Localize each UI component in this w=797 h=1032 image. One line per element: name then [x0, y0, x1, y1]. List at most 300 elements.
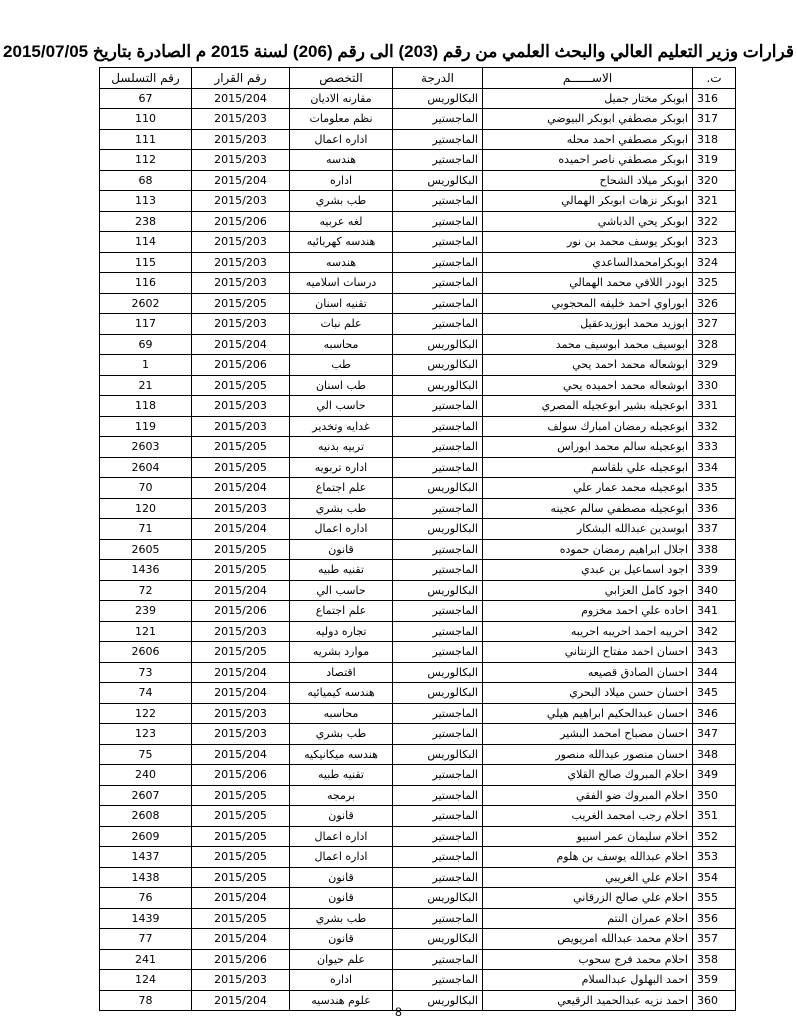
cell-serial: 114 [100, 232, 192, 253]
cell-name: ابوعجيله سالم محمد ابوراس [483, 437, 693, 458]
cell-no: 325 [693, 273, 736, 294]
cell-no: 358 [693, 949, 736, 970]
cell-serial: 122 [100, 703, 192, 724]
table-row [100, 211, 736, 232]
cell-degree: الماجستير [393, 129, 483, 150]
cell-decision: 2015/204 [192, 990, 290, 1011]
cell-name: احلام علي الغريبي [483, 867, 693, 888]
cell-name: احلام سليمان عمر اسبيو [483, 826, 693, 847]
cell-decision: 2015/205 [192, 437, 290, 458]
cell-no: 328 [693, 334, 736, 355]
cell-no: 354 [693, 867, 736, 888]
cell-specialty: اداره اعمال [290, 519, 393, 540]
cell-serial: 119 [100, 416, 192, 437]
cell-name: احسان حسن ميلاد البحري [483, 683, 693, 704]
cell-degree: الماجستير [393, 273, 483, 294]
cell-degree: الماجستير [393, 806, 483, 827]
cell-no: 317 [693, 109, 736, 130]
cell-serial: 68 [100, 170, 192, 191]
cell-specialty: حاسب الي [290, 396, 393, 417]
table-row [100, 375, 736, 396]
cell-specialty: قانون [290, 806, 393, 827]
cell-name: احلام المبروك صالح القلاي [483, 765, 693, 786]
cell-no: 339 [693, 560, 736, 581]
cell-specialty: محاسبه [290, 703, 393, 724]
cell-name: ابوشعاله محمد احمد يحي [483, 355, 693, 376]
cell-specialty: قانون [290, 888, 393, 909]
cell-degree: الماجستير [393, 396, 483, 417]
cell-degree: البكالوريس [393, 888, 483, 909]
cell-degree: الماجستير [393, 826, 483, 847]
table-row [100, 519, 736, 540]
cell-no: 321 [693, 191, 736, 212]
cell-serial: 77 [100, 929, 192, 950]
cell-serial: 111 [100, 129, 192, 150]
cell-serial: 70 [100, 478, 192, 499]
cell-no: 350 [693, 785, 736, 806]
cell-specialty: طب [290, 355, 393, 376]
cell-decision: 2015/204 [192, 888, 290, 909]
cell-no: 357 [693, 929, 736, 950]
cell-name: احلام علي صالح الزرقاني [483, 888, 693, 909]
cell-degree: الماجستير [393, 252, 483, 273]
table-row [100, 765, 736, 786]
cell-name: اجود اسماعيل بن عبدي [483, 560, 693, 581]
cell-decision: 2015/205 [192, 785, 290, 806]
header-serial: رقم التسلسل [100, 68, 192, 89]
cell-no: 320 [693, 170, 736, 191]
table-row [100, 621, 736, 642]
cell-serial: 118 [100, 396, 192, 417]
cell-decision: 2015/203 [192, 191, 290, 212]
cell-serial: 1436 [100, 560, 192, 581]
cell-degree: الماجستير [393, 765, 483, 786]
cell-specialty: قانون [290, 929, 393, 950]
cell-serial: 75 [100, 744, 192, 765]
cell-specialty: تقنيه اسنان [290, 293, 393, 314]
cell-degree: البكالوريس [393, 580, 483, 601]
cell-degree: البكالوريس [393, 478, 483, 499]
cell-name: احمد البهلول عبدالسلام [483, 970, 693, 991]
cell-specialty: اداره [290, 970, 393, 991]
table-row [100, 252, 736, 273]
document-title: قرارات وزير التعليم العالي والبحث العلمي من رقم (203) الى رقم (206) لسنة 2015 م الصادرة بتاريخ 2015/07/05 [3, 42, 794, 61]
cell-decision: 2015/204 [192, 88, 290, 109]
table-row [100, 826, 736, 847]
cell-degree: البكالوريس [393, 929, 483, 950]
cell-serial: 21 [100, 375, 192, 396]
cell-degree: الماجستير [393, 949, 483, 970]
cell-degree: البكالوريس [393, 334, 483, 355]
cell-degree: البكالوريس [393, 519, 483, 540]
table-row [100, 724, 736, 745]
cell-decision: 2015/206 [192, 355, 290, 376]
cell-name: احسان مصباح امحمد البشير [483, 724, 693, 745]
cell-degree: الماجستير [393, 314, 483, 335]
cell-name: ابوزيد محمد ابوزيدعقيل [483, 314, 693, 335]
cell-name: احمد نزيه عبدالحميد الرقيعي [483, 990, 693, 1011]
cell-specialty: محاسبه [290, 334, 393, 355]
cell-decision: 2015/203 [192, 724, 290, 745]
cell-degree: الماجستير [393, 560, 483, 581]
cell-serial: 76 [100, 888, 192, 909]
cell-decision: 2015/204 [192, 334, 290, 355]
table-row [100, 314, 736, 335]
cell-specialty: اداره اعمال [290, 129, 393, 150]
cell-degree: البكالوريس [393, 990, 483, 1011]
cell-degree: الماجستير [393, 457, 483, 478]
cell-serial: 239 [100, 601, 192, 622]
cell-decision: 2015/203 [192, 416, 290, 437]
cell-name: ابوبكر ميلاد الشحاح [483, 170, 693, 191]
table-row [100, 334, 736, 355]
table-row [100, 539, 736, 560]
cell-no: 344 [693, 662, 736, 683]
cell-serial: 2608 [100, 806, 192, 827]
cell-no: 332 [693, 416, 736, 437]
cell-degree: الماجستير [393, 416, 483, 437]
cell-specialty: غدايه وتخدير [290, 416, 393, 437]
cell-no: 329 [693, 355, 736, 376]
cell-decision: 2015/204 [192, 929, 290, 950]
cell-degree: البكالوريس [393, 170, 483, 191]
cell-specialty: اداره تربويه [290, 457, 393, 478]
cell-serial: 71 [100, 519, 192, 540]
table-row [100, 785, 736, 806]
table-row [100, 662, 736, 683]
cell-no: 347 [693, 724, 736, 745]
cell-name: ابودر اللافي محمد الهمالي [483, 273, 693, 294]
cell-name: ابوبكر نزهات ابوبكر الهمالي [483, 191, 693, 212]
cell-specialty: هندسه كيميائيه [290, 683, 393, 704]
cell-degree: الماجستير [393, 191, 483, 212]
cell-serial: 241 [100, 949, 192, 970]
cell-no: 351 [693, 806, 736, 827]
cell-serial: 124 [100, 970, 192, 991]
cell-decision: 2015/205 [192, 293, 290, 314]
table-row [100, 396, 736, 417]
cell-degree: الماجستير [393, 908, 483, 929]
cell-specialty: تقنيه طبيه [290, 560, 393, 581]
cell-no: 352 [693, 826, 736, 847]
table-row [100, 129, 736, 150]
cell-degree: الماجستير [393, 621, 483, 642]
cell-name: ابوبكرامحمدالساعدي [483, 252, 693, 273]
cell-specialty: اداره اعمال [290, 826, 393, 847]
cell-no: 324 [693, 252, 736, 273]
cell-name: احاده علي احمد مخزوم [483, 601, 693, 622]
header-name: الاســــــم [483, 68, 693, 89]
cell-name: احلام محمد عبدالله امريويص [483, 929, 693, 950]
table-row [100, 580, 736, 601]
cell-name: ابوعجيله رمضان امبارك سولف [483, 416, 693, 437]
cell-serial: 2607 [100, 785, 192, 806]
cell-specialty: هندسه كهربائيه [290, 232, 393, 253]
table-row [100, 109, 736, 130]
header-decision: رقم القرار [192, 68, 290, 89]
cell-no: 318 [693, 129, 736, 150]
cell-specialty: قانون [290, 867, 393, 888]
table-row [100, 232, 736, 253]
cell-decision: 2015/204 [192, 478, 290, 499]
cell-serial: 238 [100, 211, 192, 232]
cell-decision: 2015/203 [192, 621, 290, 642]
cell-serial: 120 [100, 498, 192, 519]
table-row [100, 806, 736, 827]
cell-serial: 74 [100, 683, 192, 704]
table-row [100, 744, 736, 765]
table-row [100, 88, 736, 109]
cell-no: 331 [693, 396, 736, 417]
cell-name: احلام المبروك ضو الفقي [483, 785, 693, 806]
cell-degree: الماجستير [393, 293, 483, 314]
cell-no: 355 [693, 888, 736, 909]
cell-degree: الماجستير [393, 703, 483, 724]
cell-no: 337 [693, 519, 736, 540]
cell-serial: 1437 [100, 847, 192, 868]
table-row [100, 457, 736, 478]
cell-no: 343 [693, 642, 736, 663]
cell-decision: 2015/203 [192, 314, 290, 335]
cell-decision: 2015/203 [192, 252, 290, 273]
cell-serial: 117 [100, 314, 192, 335]
table-row [100, 150, 736, 171]
cell-name: اجلال ابراهيم رمضان حموده [483, 539, 693, 560]
cell-specialty: علم اجتماع [290, 601, 393, 622]
cell-specialty: تقنيه طبيه [290, 765, 393, 786]
cell-decision: 2015/205 [192, 806, 290, 827]
cell-name: ابوراوي احمد خليفه المحجوبي [483, 293, 693, 314]
cell-specialty: طب اسنان [290, 375, 393, 396]
cell-specialty: طب بشري [290, 724, 393, 745]
cell-degree: الماجستير [393, 642, 483, 663]
cell-serial: 67 [100, 88, 192, 109]
cell-specialty: علم اجتماع [290, 478, 393, 499]
cell-specialty: اقتصاد [290, 662, 393, 683]
cell-decision: 2015/204 [192, 519, 290, 540]
cell-decision: 2015/204 [192, 683, 290, 704]
cell-degree: البكالوريس [393, 744, 483, 765]
cell-degree: الماجستير [393, 867, 483, 888]
cell-specialty: قانون [290, 539, 393, 560]
cell-name: ابوبكر مصطفي ناصر احميده [483, 150, 693, 171]
cell-name: احلام محمد فرج سحوب [483, 949, 693, 970]
table-header-row [100, 68, 736, 89]
cell-name: احريبه احمد احريبه احريبه [483, 621, 693, 642]
cell-specialty: علوم هندسيه [290, 990, 393, 1011]
cell-no: 335 [693, 478, 736, 499]
cell-degree: الماجستير [393, 211, 483, 232]
cell-degree: الماجستير [393, 601, 483, 622]
cell-specialty: حاسب الي [290, 580, 393, 601]
cell-name: ابوبكر يوسف محمد بن نور [483, 232, 693, 253]
cell-serial: 69 [100, 334, 192, 355]
cell-serial: 2606 [100, 642, 192, 663]
cell-serial: 1438 [100, 867, 192, 888]
cell-no: 319 [693, 150, 736, 171]
cell-decision: 2015/203 [192, 232, 290, 253]
cell-specialty: تجاره دوليه [290, 621, 393, 642]
cell-name: ابوبكر مصطفي احمد محله [483, 129, 693, 150]
cell-decision: 2015/205 [192, 847, 290, 868]
cell-serial: 116 [100, 273, 192, 294]
cell-decision: 2015/206 [192, 765, 290, 786]
cell-degree: الماجستير [393, 970, 483, 991]
cell-no: 340 [693, 580, 736, 601]
cell-specialty: موارد بشريه [290, 642, 393, 663]
cell-no: 341 [693, 601, 736, 622]
cell-serial: 115 [100, 252, 192, 273]
cell-no: 346 [693, 703, 736, 724]
graduates-table [99, 67, 736, 1011]
table-row [100, 888, 736, 909]
cell-name: ابوعجيله علي بلقاسم [483, 457, 693, 478]
cell-decision: 2015/204 [192, 744, 290, 765]
cell-specialty: طب بشري [290, 498, 393, 519]
table-row [100, 949, 736, 970]
cell-decision: 2015/204 [192, 580, 290, 601]
table-row [100, 273, 736, 294]
cell-serial: 2604 [100, 457, 192, 478]
cell-serial: 2603 [100, 437, 192, 458]
cell-no: 330 [693, 375, 736, 396]
cell-specialty: اداره [290, 170, 393, 191]
cell-decision: 2015/203 [192, 109, 290, 130]
table-row [100, 437, 736, 458]
table-row [100, 683, 736, 704]
cell-name: اجود كامل العزابي [483, 580, 693, 601]
cell-decision: 2015/205 [192, 457, 290, 478]
cell-degree: البكالوريس [393, 662, 483, 683]
cell-name: ابوبكر يحي الدباشي [483, 211, 693, 232]
cell-no: 359 [693, 970, 736, 991]
cell-serial: 2602 [100, 293, 192, 314]
cell-no: 323 [693, 232, 736, 253]
cell-decision: 2015/203 [192, 150, 290, 171]
cell-no: 348 [693, 744, 736, 765]
cell-serial: 72 [100, 580, 192, 601]
cell-name: ابوعجيله بشير ابوعجيله المصري [483, 396, 693, 417]
cell-serial: 240 [100, 765, 192, 786]
cell-degree: البكالوريس [393, 355, 483, 376]
cell-decision: 2015/203 [192, 703, 290, 724]
cell-specialty: نظم معلومات [290, 109, 393, 130]
cell-degree: الماجستير [393, 847, 483, 868]
cell-name: احسان عبدالحكيم ابراهيم هيلي [483, 703, 693, 724]
cell-no: 356 [693, 908, 736, 929]
cell-no: 333 [693, 437, 736, 458]
header-degree: الدرجة [393, 68, 483, 89]
cell-no: 338 [693, 539, 736, 560]
cell-serial: 2605 [100, 539, 192, 560]
table-row [100, 601, 736, 622]
header-specialty: التخصص [290, 68, 393, 89]
cell-degree: الماجستير [393, 150, 483, 171]
cell-decision: 2015/206 [192, 601, 290, 622]
cell-serial: 121 [100, 621, 192, 642]
cell-name: احلام رجب امحمد الغريب [483, 806, 693, 827]
cell-serial: 112 [100, 150, 192, 171]
cell-degree: الماجستير [393, 109, 483, 130]
cell-decision: 2015/206 [192, 949, 290, 970]
cell-serial: 73 [100, 662, 192, 683]
cell-decision: 2015/205 [192, 867, 290, 888]
cell-serial: 2609 [100, 826, 192, 847]
cell-decision: 2015/204 [192, 662, 290, 683]
cell-specialty: تربيه بدنيه [290, 437, 393, 458]
header-no: ت. [693, 68, 736, 89]
cell-decision: 2015/203 [192, 129, 290, 150]
cell-name: احلام عمران النتم [483, 908, 693, 929]
cell-degree: الماجستير [393, 785, 483, 806]
cell-degree: الماجستير [393, 539, 483, 560]
cell-decision: 2015/203 [192, 273, 290, 294]
cell-name: احلام عبدالله يوسف بن هلوم [483, 847, 693, 868]
cell-degree: الماجستير [393, 437, 483, 458]
cell-name: احسان منصور عبدالله منصور [483, 744, 693, 765]
cell-serial: 78 [100, 990, 192, 1011]
table-row [100, 847, 736, 868]
cell-name: ابوبكر مختار جميل [483, 88, 693, 109]
table-row [100, 560, 736, 581]
cell-serial: 113 [100, 191, 192, 212]
table-row [100, 970, 736, 991]
cell-name: ابوشعاله محمد احميده يحي [483, 375, 693, 396]
table-row [100, 293, 736, 314]
cell-specialty: طب بشري [290, 191, 393, 212]
cell-no: 326 [693, 293, 736, 314]
table-row [100, 416, 736, 437]
table-row [100, 191, 736, 212]
cell-decision: 2015/205 [192, 375, 290, 396]
cell-decision: 2015/205 [192, 826, 290, 847]
cell-specialty: علم نبات [290, 314, 393, 335]
cell-no: 327 [693, 314, 736, 335]
cell-degree: الماجستير [393, 232, 483, 253]
table-row [100, 498, 736, 519]
table-row [100, 170, 736, 191]
table-row [100, 642, 736, 663]
cell-degree: الماجستير [393, 498, 483, 519]
cell-specialty: برمجه [290, 785, 393, 806]
cell-name: ابوسدين عبدالله البشكار [483, 519, 693, 540]
cell-specialty: علم حيوان [290, 949, 393, 970]
cell-specialty: درسات اسلاميه [290, 273, 393, 294]
cell-no: 336 [693, 498, 736, 519]
cell-serial: 123 [100, 724, 192, 745]
cell-decision: 2015/203 [192, 396, 290, 417]
cell-name: احسان احمد مفتاح الزنتاني [483, 642, 693, 663]
cell-decision: 2015/204 [192, 170, 290, 191]
page-number: 8 [395, 1005, 402, 1019]
table-row [100, 867, 736, 888]
cell-specialty: اداره اعمال [290, 847, 393, 868]
cell-specialty: لغه عربيه [290, 211, 393, 232]
cell-serial: 1 [100, 355, 192, 376]
cell-decision: 2015/206 [192, 211, 290, 232]
cell-no: 342 [693, 621, 736, 642]
cell-name: ابوسيف محمد ابوسيف محمد [483, 334, 693, 355]
cell-specialty: طب بشري [290, 908, 393, 929]
cell-decision: 2015/205 [192, 539, 290, 560]
cell-specialty: هندسه ميكانيكيه [290, 744, 393, 765]
table-row [100, 478, 736, 499]
cell-no: 334 [693, 457, 736, 478]
cell-decision: 2015/203 [192, 970, 290, 991]
cell-name: ابوعجيله مصطفي سالم عجينه [483, 498, 693, 519]
cell-degree: البكالوريس [393, 683, 483, 704]
cell-decision: 2015/205 [192, 642, 290, 663]
